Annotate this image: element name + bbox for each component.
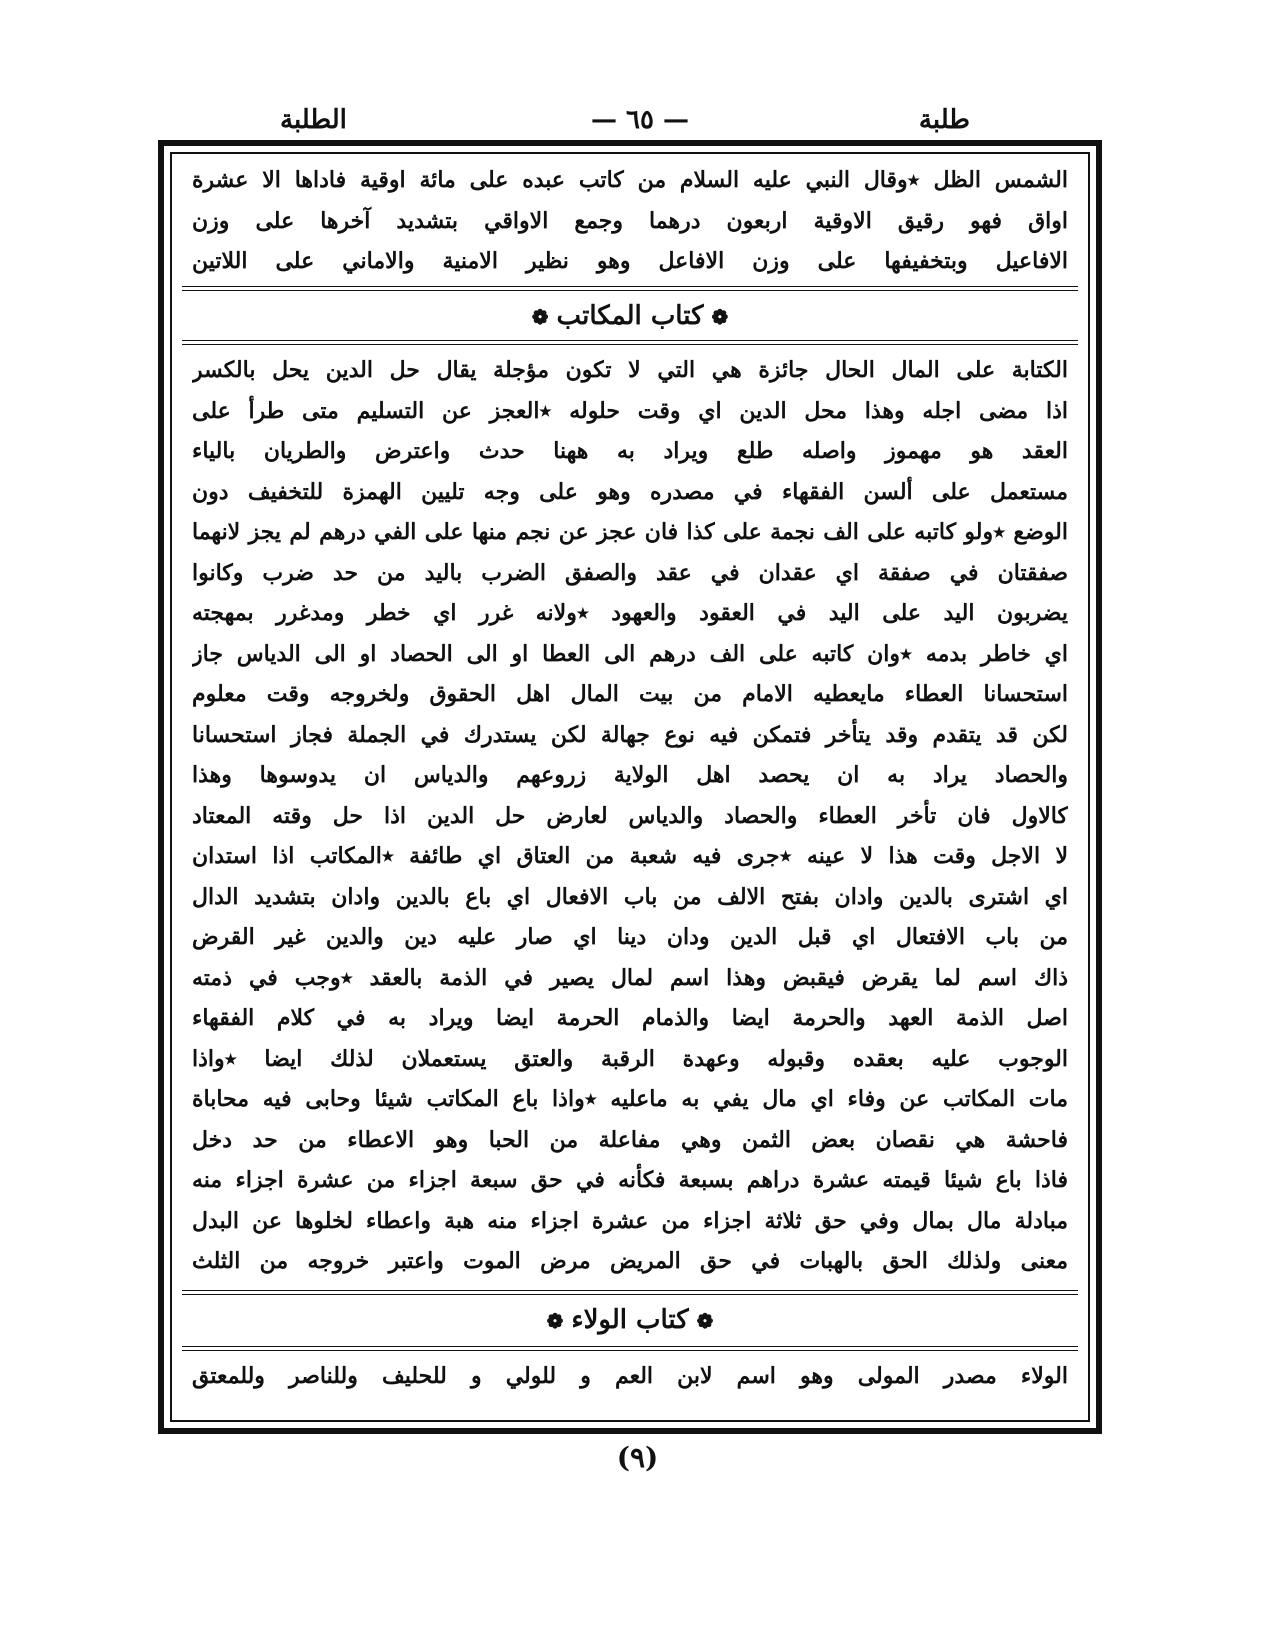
text-line: اواق فهو رقيق الاوقية اربعون درهما وجمع الاواقي بتشديد آخرها على وزن — [192, 207, 1068, 234]
section-title-text: كتاب الولاء — [571, 1305, 689, 1335]
ornament-icon: ❁ — [696, 1309, 714, 1333]
text-line: والحصاد يراد به ان يحصد اهل الولاية زروعهم والدياس ان يدوسوها وهذا — [192, 762, 1068, 788]
text-line: لكن قد يتقدم وقد يتأخر فتمكن فيه نوع جهالة لكن يستدرك في الجملة فجاز استحسانا — [192, 721, 1068, 748]
text-line: فاذا باع شيئا قيمته عشرة دراهم بسبعة فكأنه في حق سبعة اجزاء من عشرة اجزاء منه — [192, 1167, 1068, 1193]
text-line: يضربون اليد على اليد في العقود والعهود ٭ولانه غرر اي خطر ومدغرر بمهجته — [192, 600, 1068, 626]
text-line: استحسانا العطاء مايعطيه الامام من بيت المال اهل الحقوق ولخروجه وقت معلوم — [192, 681, 1068, 707]
text-line: ذاك اسم لما يقرض فيقبض وهذا اسم لمال يصير في الذمة بالعقد ٭وجب في ذمته — [192, 964, 1068, 991]
ornament-icon: ❁ — [546, 1309, 564, 1333]
header-left-word: الطلبة — [280, 105, 347, 135]
text-line: الافاعيل وبتخفيفها على وزن الافاعل وهو نظير الامنية والاماني على اللاتين — [192, 248, 1068, 274]
text-line: مستعمل على ألسن الفقهاء في مصدره وهو على وجه تليين الهمزة للتخفيف دون — [192, 478, 1068, 505]
page-frame — [158, 140, 1102, 1434]
page-signature: (٩) — [616, 1441, 659, 1474]
text-line: اي خاطر بدمه ٭وان كاتبه على الف درهم الى العطا او الى الحصاد او الى الدياس جاز — [192, 640, 1068, 667]
divider-rule — [182, 340, 1078, 345]
section2-body — [192, 1356, 1068, 1397]
text-line: اذا مضى اجله وهذا محل الدين اي وقت حلوله ٭العجز عن التسليم متى طرأ على — [192, 397, 1068, 424]
text-line: الوضع ٭ولو كاتبه على الف نجمة على كذا فان عجز عن نجم منها على الفي درهم لم يجز لانهما — [192, 519, 1068, 545]
section-title-mukatab — [172, 294, 1088, 339]
text-line: اي اشترى بالدين وادان بفتح الالف من باب الافعال اي باع بالدين وادان بتشديد الدال — [192, 883, 1068, 910]
intro-block — [192, 160, 1068, 282]
text-line: صفقتان في صفقة اي عقدان في عقد والصفق الضرب باليد من حد ضرب وكانوا — [192, 559, 1068, 586]
text-line: الوجوب عليه بعقده وقبوله وعهدة الرقبة والعتق يستعملان لذلك ايضا ٭واذا — [192, 1045, 1068, 1072]
header-right-word: طلبة — [918, 105, 970, 135]
text-line: الشمس الظل ٭وقال النبي عليه السلام من كاتب عبده على مائة اوقية فاداها الا عشرة — [192, 167, 1068, 193]
text-line: من باب الافتعال اي قبل الدين ودان دينا اي صار عليه دين والدين غير القرض — [192, 924, 1068, 950]
text-line: الكتابة على المال الحال جائزة هي التي لا تكون مؤجلة يقال حل الدين يحل بالكسر — [192, 357, 1068, 383]
text-line: لا الاجل وقت هذا لا عينه ٭جرى فيه شعبة من العتاق اي طائفة ٭المكاتب اذا استدان — [192, 843, 1068, 869]
ornament-icon: ❁ — [531, 305, 549, 329]
text-line: كالاول فان تأخر العطاء والحصاد والدياس لعارض حل الدين اذا حل وقته المعتاد — [192, 802, 1068, 829]
section1-body — [192, 350, 1068, 1282]
section-title-walaa — [172, 1298, 1088, 1343]
text-line: مبادلة مال بمال وفي حق ثلاثة اجزاء من عشرة اجزاء منه هبة واعطاء لخلوها عن البدل — [192, 1207, 1068, 1234]
text-line: العقد هو مهموز واصله طلع ويراد به ههنا حدث واعترض والطريان بالياء — [192, 438, 1068, 464]
header-page-number: — ٦٥ — — [590, 105, 690, 135]
text-line: فاحشة هي نقصان بعض الثمن وهي مفاعلة من الحبا وهو الاعطاء من حد دخل — [192, 1126, 1068, 1153]
text-line: معنى ولذلك الحق بالهبات في حق المريض مرض الموت واعتبر خروجه من الثلث — [192, 1248, 1068, 1274]
divider-rule — [182, 1346, 1078, 1351]
divider-rule — [182, 1290, 1078, 1295]
text-line: اصل الذمة العهد والحرمة ايضا والذمام الحرمة ايضا ويراد به في كلام الفقهاء — [192, 1005, 1068, 1031]
ornament-icon: ❁ — [711, 305, 729, 329]
text-line: الولاء مصدر المولى وهو اسم لابن العم و للولي و للحليف وللناصر وللمعتق — [192, 1363, 1068, 1389]
text-line: مات المكاتب عن وفاء اي مال يفي به ماعليه ٭واذا باع المكاتب شيئا وحابى فيه محاباة — [192, 1086, 1068, 1112]
page-header — [160, 100, 1120, 140]
section-title-text: كتاب المكاتب — [556, 301, 704, 331]
divider-rule — [182, 286, 1078, 291]
page-frame-inner — [170, 152, 1090, 1422]
